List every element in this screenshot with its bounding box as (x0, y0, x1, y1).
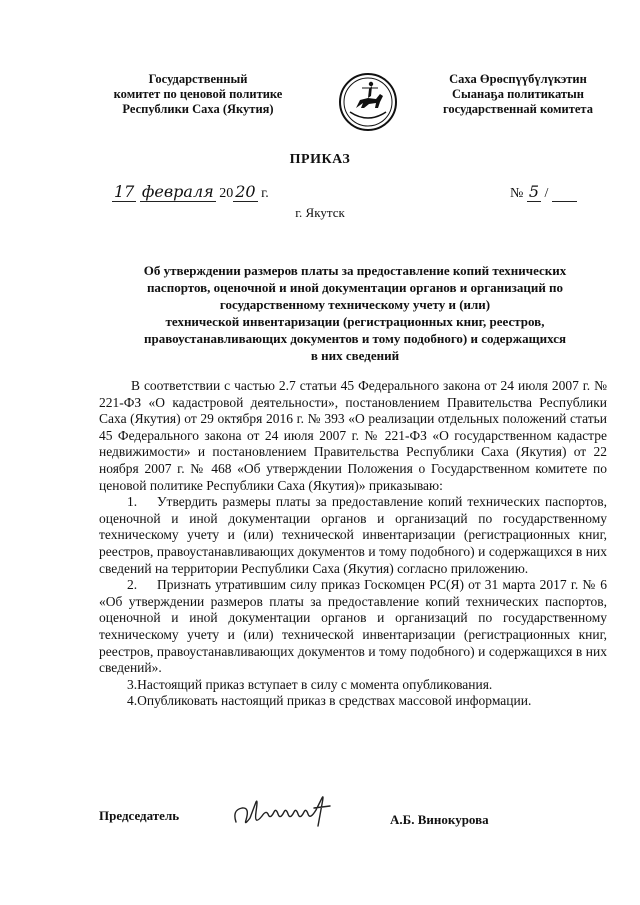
subject-line: Об утверждении размеров платы за предоставление копий технических (143, 263, 567, 278)
order-item (99, 693, 607, 710)
order-number (510, 182, 577, 202)
subject-line: паспортов, оценочной и иной документации органов и организаций по (146, 280, 564, 295)
number-value: 5 (528, 182, 540, 201)
issuer-russian (98, 72, 298, 117)
number-label: № (510, 186, 524, 201)
issuer-line: Саха Өрөспүүбүлүкэтин (449, 72, 587, 86)
date-year-letter: г. (261, 186, 269, 201)
number-suffix-blank (552, 186, 577, 202)
signatory-title: Председатель (99, 808, 180, 823)
issuer-line: Сыанаҕа политикатын (452, 87, 584, 101)
subject-line: правоустанавливающих документов и тому подобного) и содержащихся (143, 331, 567, 346)
subject-line: в них сведений (310, 348, 400, 363)
date-year-suffix: 20 (235, 182, 256, 201)
item-text: Признать утратившим силу приказ Госкомцен РС(Я) от 31 марта 2017 г. № 6 «Об утверждении размеров платы за предоставление копий технических паспортов, оценочной и иной документации органов и организаций по государственному техническому учету и (или) технической инвентаризации (регистрационных книг, реестров, правоустанавливающих документов и тому подобного) и содержащихся в них сведений». (99, 577, 607, 676)
item-number: 2. (127, 577, 138, 593)
issuer-line: Республики Саха (Якутия) (122, 102, 274, 116)
subject-line: государственному техническому учету и (или) (219, 297, 491, 312)
order-item (99, 494, 607, 577)
date-day: 17 (114, 182, 135, 201)
handwritten-signature (230, 792, 350, 832)
number-separator: / (544, 186, 549, 201)
issuer-line: государственнай комитета (443, 102, 593, 116)
item-text: Настоящий приказ вступает в силу с момента опубликования. (137, 676, 493, 692)
item-text: Утвердить размеры платы за предоставление копий технических паспортов, оценочной и иной документации органов и организаций по государственному техническому учету и (или) технической инвентаризации (регистрационных книг, реестров, правоустанавливающих документов и тому подобного) и содержащихся в них сведений на территории Республики Саха (Якутия) согласно приложению. (99, 494, 607, 576)
issuer-line: комитет по ценовой политике (113, 87, 283, 101)
issuer-line: Государственный (148, 72, 248, 86)
item-text: Опубликовать настоящий приказ в средствах массовой информации. (137, 693, 532, 709)
item-number: 4. (127, 693, 138, 709)
order-subject (100, 262, 610, 364)
city: г. Якутск (295, 205, 345, 220)
date-month: февраля (141, 182, 214, 201)
subject-line: технической инвентаризации (регистрационных книг, реестров, (165, 314, 545, 329)
order-item (99, 577, 607, 677)
preamble: В соответствии с частью 2.7 статьи 45 Федерального закона от 24 июля 2007 г. № 221-ФЗ «О кадастровой деятельности», постановлением Правительства Республики Саха (Якутия) от 29 октября 2016 г. № 393 «О реализации отдельных положений статьи 45 Федерального закона от 24 июля 2007 г. № 221-ФЗ «О государственном кадастре недвижимости» и постановлением Правительства Республики Саха (Якутия) от 22 ноября 2007 г. № 468 «Об утверждении Положения о Государственном комитете по ценовой политике Республики Саха (Якутия)» приказываю: (99, 378, 607, 493)
signatory-name: А.Б. Винокурова (390, 812, 489, 827)
item-number: 1. (127, 494, 138, 510)
item-number: 3. (127, 676, 138, 692)
date-year-prefix: 20 (219, 186, 234, 201)
order-date (112, 182, 269, 202)
issuer-yakut (418, 72, 618, 117)
order-body (99, 378, 607, 710)
order-item (99, 677, 607, 694)
horse-rider-emblem-icon (338, 72, 398, 132)
document-title: ПРИКАЗ (289, 152, 351, 167)
